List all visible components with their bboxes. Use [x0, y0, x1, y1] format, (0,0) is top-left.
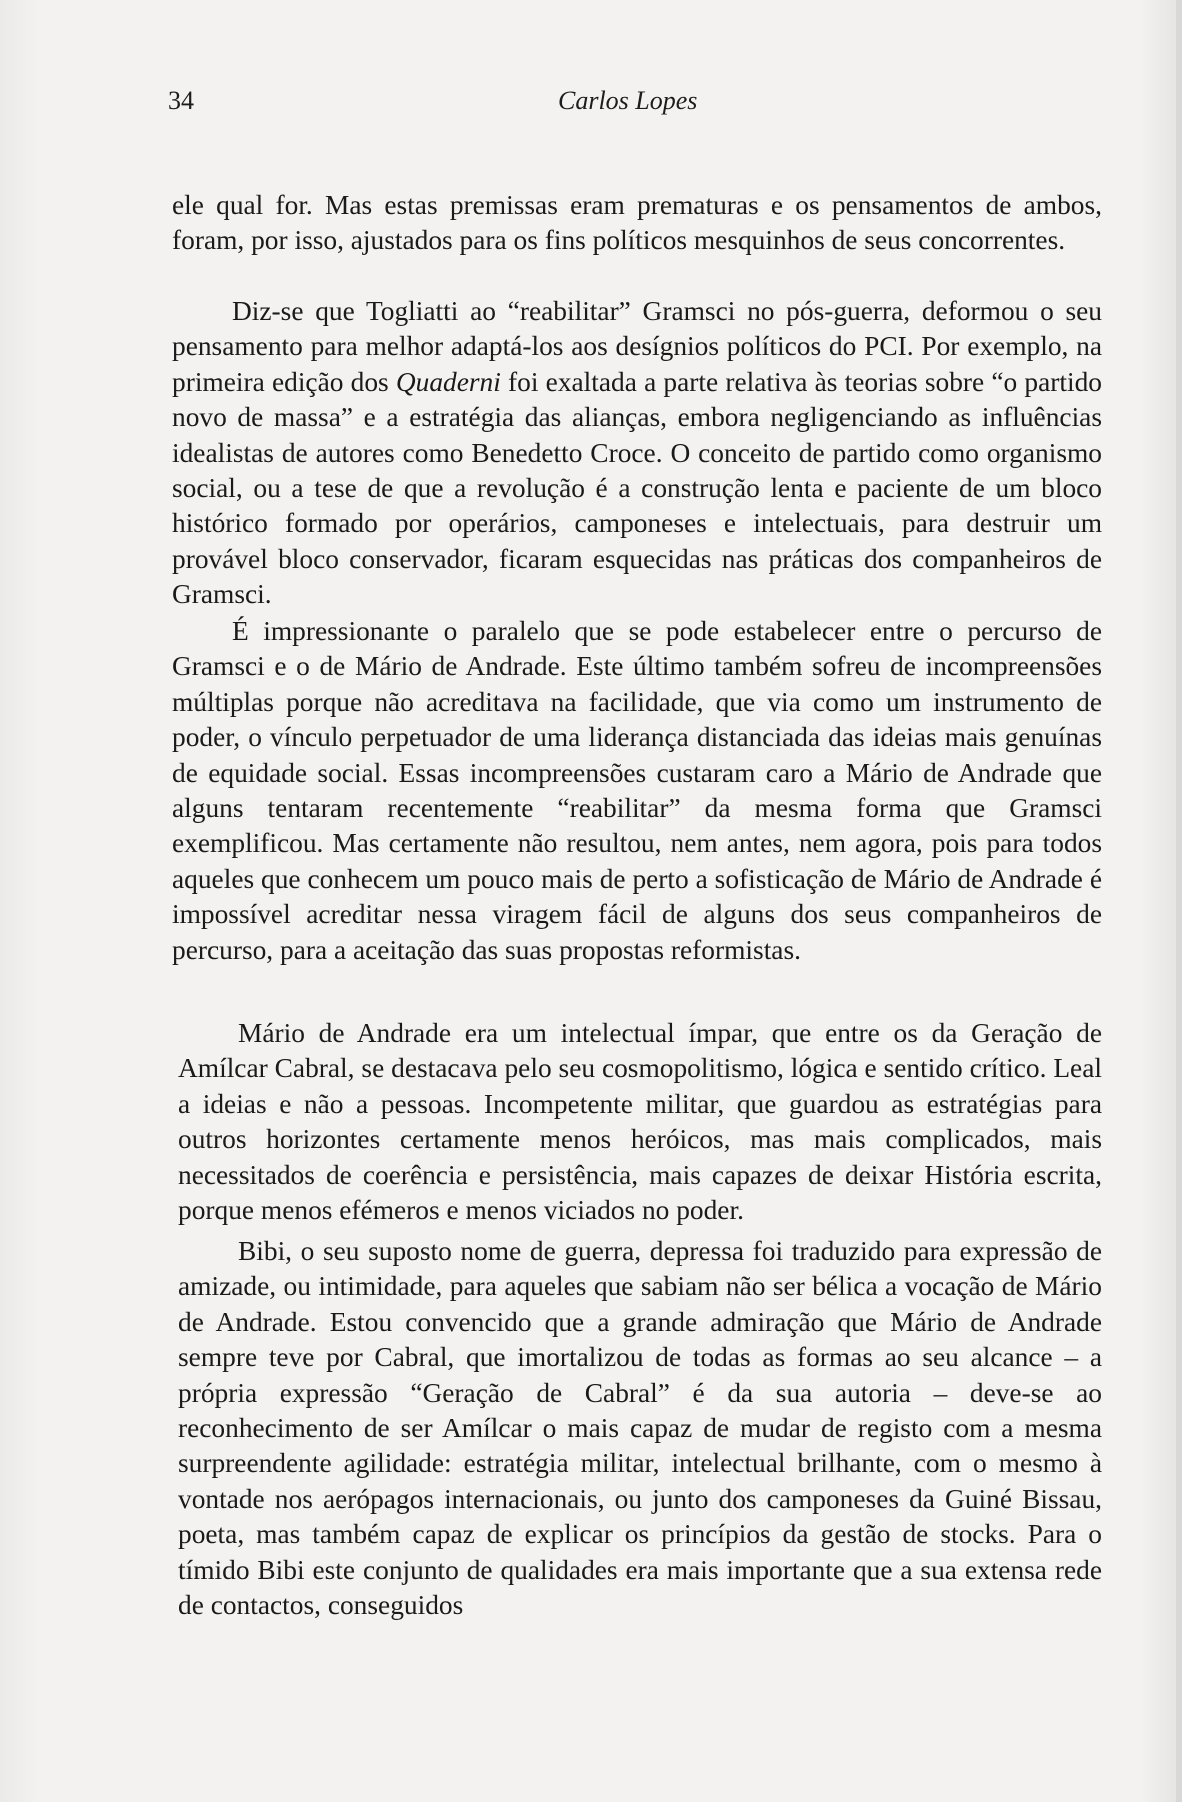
- running-head: Carlos Lopes: [558, 86, 698, 115]
- paragraph-3: É impressionante o paralelo que se pode estabelecer entre o percurso de Gramsci e o de Mário de Andrade. Este último também sofreu de incompreensões múltiplas porque não acreditava na facilidade, que via como um instrumento de poder, o vínculo perpetuador de uma liderança distanciada das ideias mais genuínas de equidade social. Essas incompreensões custaram caro a Mário de Andrade que alguns tentaram recentemente “reabilitar” da mesma forma que Gramsci exemplificou. Mas certamente não resultou, nem antes, nem agora, pois para todos aqueles que conhecem um pouco mais de perto a sofisticação de Mário de Andrade é impossível acreditar nessa viragem fácil de alguns dos seus companheiros de percurso, para a aceitação das suas propostas reformistas.: [172, 616, 1102, 965]
- page-number: 34: [168, 86, 194, 115]
- page-edge-shadow: [1176, 0, 1182, 1802]
- paragraph-2-text-start: Diz-se que Togliatti ao “reabilitar” Gramsci no pós-guerra, deformou o seu pensamento para melhor adaptá-los aos desígnios políticos do PCI. Por exemplo, na primeira edição dos: [172, 296, 1102, 397]
- paragraph-2: [172, 294, 1102, 613]
- paragraph-2-text-end: foi exaltada a parte relativa às teorias sobre “o partido novo de massa” e a estratégia das alianças, embora negligenciando as influências idealistas de autores como Benedetto Croce. O conceito de partido como organismo social, ou a tese de que a revolução é a construção lenta e paciente de um bloco histórico formado por operários, camponeses e intelectuais, para destruir um provável bloco conservador, ficaram esquecidas nas práticas dos companheiros de Gramsci.: [172, 366, 1102, 610]
- quaderni-title: Quaderni: [395, 366, 501, 397]
- paragraph-4: Mário de Andrade era um intelectual ímpar, que entre os da Geração de Amílcar Cabral, se destacava pelo seu cosmopolitismo, lógica e sentido crítico. Leal a ideias e não a pessoas. Incompetente militar, que guardou as estratégias para outros horizontes certamente menos heróicos, mas mais complicados, mais necessitados de coerência e persistência, mais capazes de deixar História escrita, porque menos efémeros e menos viciados no poder.: [178, 1018, 1102, 1226]
- paragraph-5: Bibi, o seu suposto nome de guerra, depressa foi traduzido para expressão de amizade, ou intimidade, para aqueles que sabiam não ser bélica a vocação de Mário de Andrade. Estou convencido que a grande admiração que Mário de Andrade sempre teve por Cabral, que imortalizou de todas as formas ao seu alcance – a própria expressão “Geração de Cabral” é da sua autoria – deve-se ao reconhecimento de ser Amílcar o mais capaz de mudar de registo com a mesma surpreendente agilidade: estratégia militar, intelectual brilhante, com o mesmo à vontade nos aerópagos internacionais, ou junto dos camponeses da Guiné Bissau, poeta, mas também capaz de explicar os princípios da gestão de stocks. Para o tímido Bibi este conjunto de qualidades era mais importante que a sua extensa rede de contactos, conseguidos: [178, 1236, 1102, 1621]
- paragraph-1: ele qual for. Mas estas premissas eram prematuras e os pensamentos de ambos, foram, por isso, ajustados para os fins políticos mesquinhos de seus concorrentes.: [172, 190, 1102, 256]
- page-header: [168, 86, 1103, 126]
